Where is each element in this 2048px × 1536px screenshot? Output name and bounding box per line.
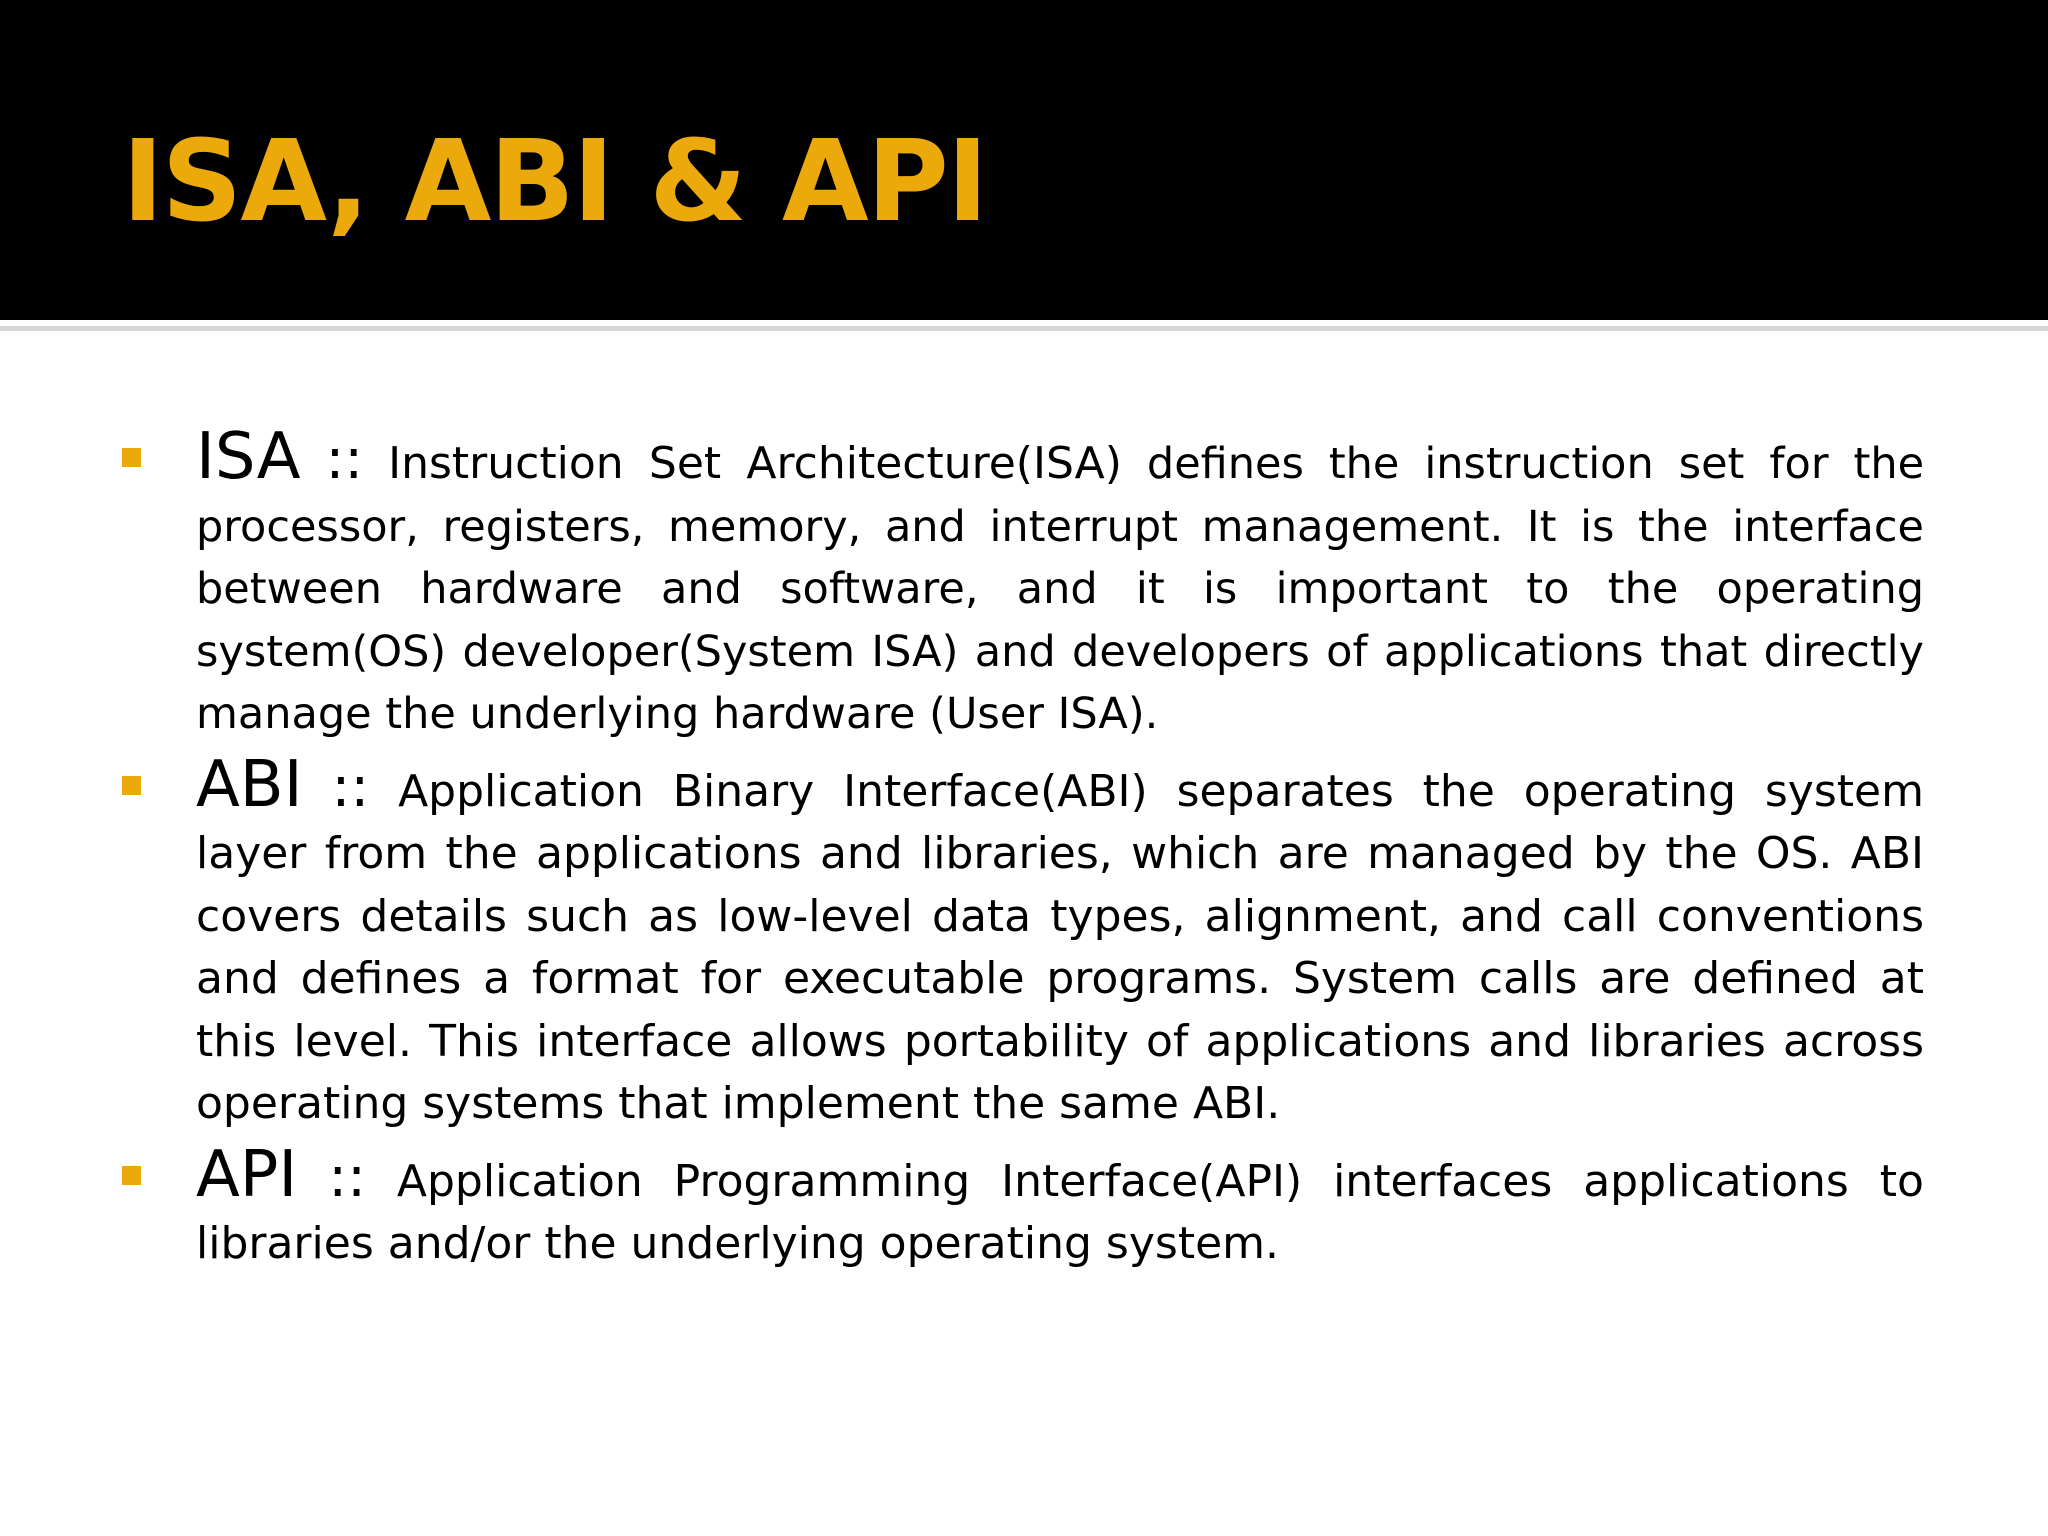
bullet-term: ISA	[196, 420, 301, 494]
bullet-separator: ::	[325, 427, 364, 492]
bullet-text: separates the operating system layer from the applications and libraries, which are managed by the OS. ABI covers details such as low-level data types, alignment, and call conventions and defines a format for executable programs. System calls are defined at this level. This interface allows portability of applications and libraries across operating systems that implement the same ABI.	[196, 765, 1924, 1129]
bullet-isa	[120, 420, 1925, 746]
bullet-api	[120, 1137, 1924, 1276]
title-divider	[0, 326, 2048, 331]
bullet-term: API	[196, 1137, 298, 1212]
bullet-lead: Application Binary Interface(ABI)	[398, 765, 1148, 817]
bullet-text: interfaces applications to libraries and/or the underlying operating system.	[196, 1155, 1924, 1269]
bullet-marker-icon	[122, 776, 141, 795]
title-band	[0, 0, 2048, 320]
bullet-term: ABI	[196, 747, 303, 822]
bullet-list	[120, 420, 1925, 1276]
bullet-lead: Instruction Set Architecture(ISA)	[388, 438, 1122, 489]
bullet-separator: ::	[328, 1144, 366, 1210]
slide-title: ISA, ABI & API	[122, 117, 987, 247]
bullet-marker-icon	[122, 448, 141, 467]
bullet-marker-icon	[122, 1166, 141, 1185]
bullet-lead: Application Programming Interface(API)	[396, 1155, 1303, 1207]
bullet-text: defines the instruction set for the processor, registers, memory, and interrupt management. It is the interface between hardware and software, and it is important to the operating system(OS) developer(System ISA) and developers of applications that directly manage the underlying hardware (User ISA).	[196, 439, 1925, 739]
bullet-abi	[120, 747, 1924, 1136]
bullet-separator: ::	[331, 754, 370, 820]
